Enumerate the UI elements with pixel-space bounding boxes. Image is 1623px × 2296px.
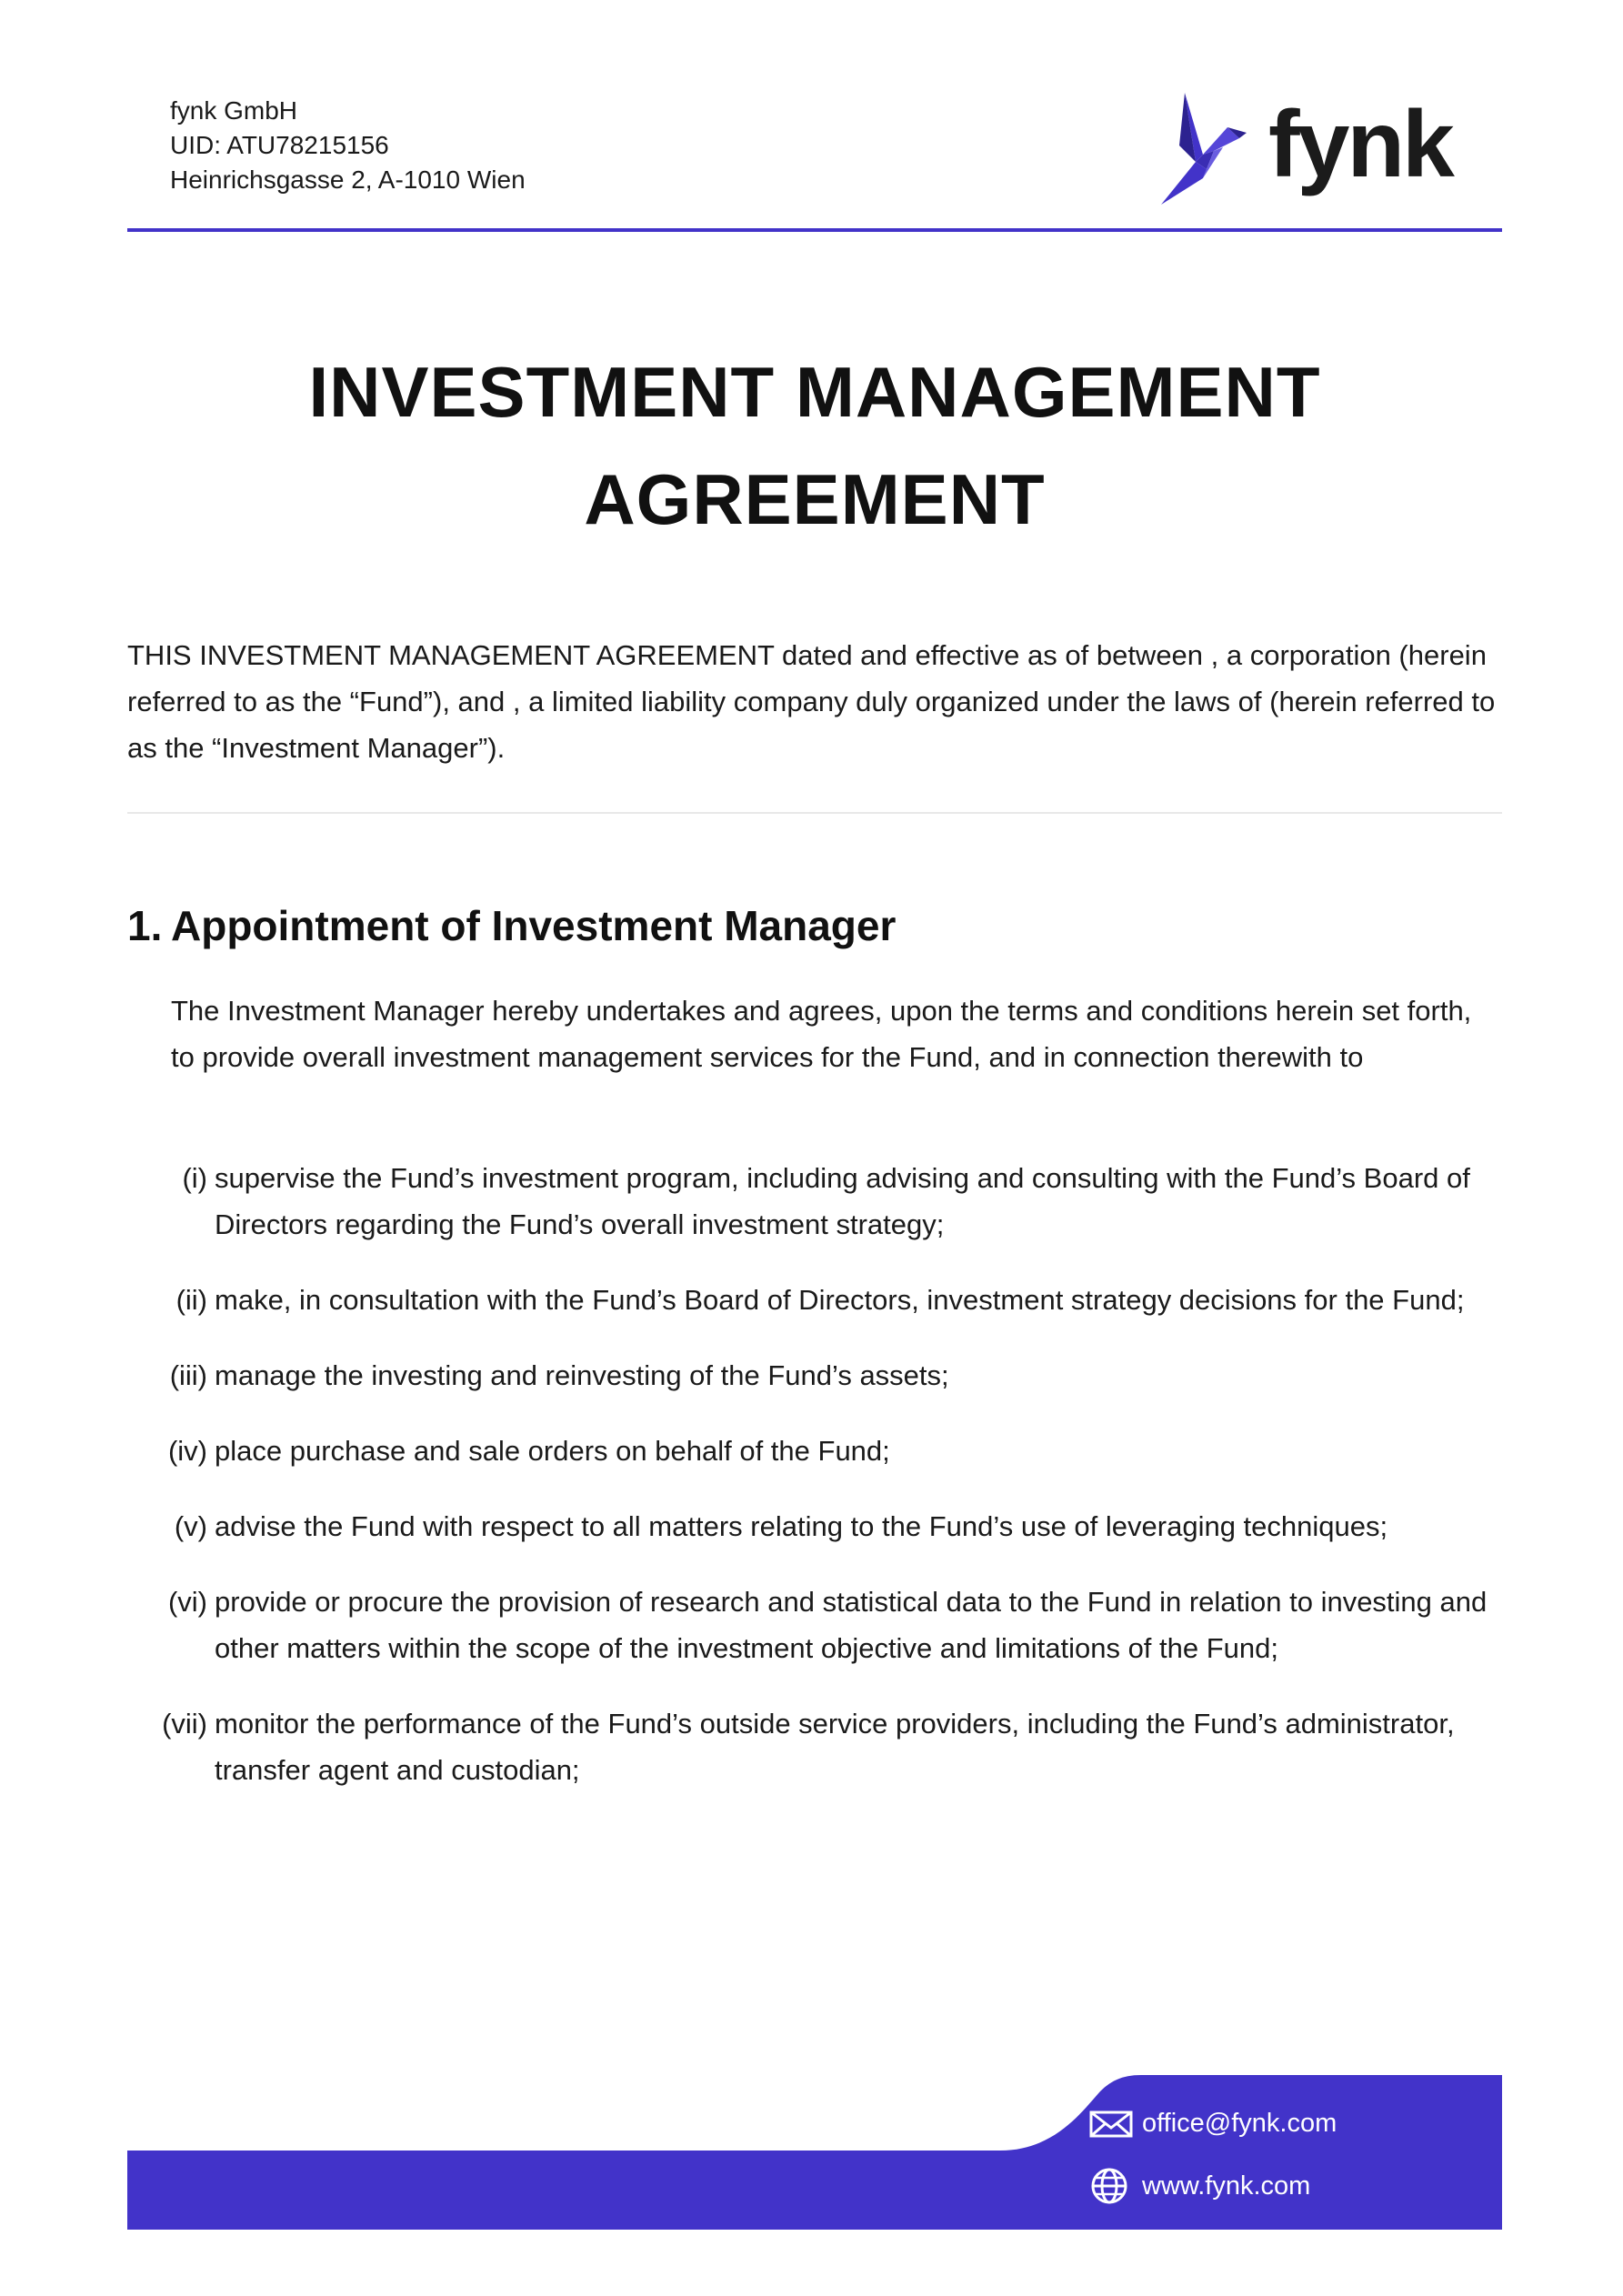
clause-item	[127, 1277, 1509, 1323]
section-body: The Investment Manager hereby undertakes and agrees, upon the terms and conditions herein set forth, to provide overall investment management services for the Fund, and in connection therewith to	[171, 995, 1472, 1073]
footer-email-row[interactable]	[1089, 2105, 1337, 2141]
clause-number: (vii)	[162, 1708, 207, 1740]
section-heading	[127, 894, 1502, 958]
title-line-2: AGREEMENT	[584, 459, 1046, 539]
footer-website[interactable]: www.fynk.com	[1142, 2171, 1311, 2201]
clause-item	[127, 1428, 1509, 1474]
section-title: Appointment of Investment Manager	[171, 902, 897, 949]
footer-web-row[interactable]	[1089, 2168, 1310, 2204]
document-title	[127, 338, 1502, 553]
footer-tab	[946, 2075, 1502, 2230]
clause-item	[127, 1503, 1509, 1549]
clause-text: make, in consultation with the Fund’s Board of Directors, investment strategy decisions for the Fund;	[215, 1284, 1465, 1316]
clause-text: advise the Fund with respect to all matters relating to the Fund’s use of leveraging techniques;	[215, 1510, 1388, 1542]
company-address: Heinrichsgasse 2, A-1010 Wien	[170, 165, 526, 194]
footer-email[interactable]: office@fynk.com	[1142, 2109, 1337, 2138]
globe-icon	[1089, 2168, 1133, 2204]
section-divider	[127, 812, 1502, 814]
clause-number: (vi)	[167, 1586, 207, 1618]
section-number: 1.	[127, 902, 163, 949]
fynk-logo	[1159, 91, 1450, 209]
bird-logo-icon	[1159, 91, 1259, 205]
footer	[127, 2075, 1502, 2230]
logo-wordmark: fynk	[1268, 92, 1452, 197]
clause-item	[127, 1352, 1509, 1399]
clause-text: provide or procure the provision of research and statistical data to the Fund in relation to investing and other matters within the scope of the investment objective and limitations of the Fund;	[215, 1586, 1488, 1664]
clause-item	[127, 1700, 1509, 1793]
company-name: fynk GmbH	[170, 96, 298, 125]
clause-text: supervise the Fund’s investment program, including advising and consulting with the Fund’s Board of Directors regarding the Fund’s overall investment strategy;	[215, 1162, 1470, 1240]
clause-number: (iv)	[167, 1435, 207, 1467]
clause-number: (ii)	[175, 1284, 207, 1316]
header-divider	[127, 228, 1502, 232]
clause-number: (iii)	[169, 1359, 207, 1391]
clause-text: place purchase and sale orders on behalf of the Fund;	[215, 1435, 890, 1467]
mail-icon	[1089, 2105, 1133, 2141]
clause-item	[127, 1579, 1509, 1671]
company-uid: UID: ATU78215156	[170, 131, 389, 159]
company-info	[170, 94, 526, 197]
title-line-1: INVESTMENT MANAGEMENT	[308, 352, 1321, 432]
clause-item	[127, 1155, 1509, 1248]
clause-number: (i)	[182, 1162, 207, 1194]
clause-number: (v)	[174, 1510, 207, 1542]
intro-paragraph: THIS INVESTMENT MANAGEMENT AGREEMENT dated and effective as of between , a corporation (herein referred to as the “Fund”), and , a limited liability company duly organized under the laws of (herein referred to as the “Investment Manager”).	[127, 639, 1496, 764]
clause-text: monitor the performance of the Fund’s outside service providers, including the Fund’s administrator, transfer agent and custodian;	[215, 1708, 1455, 1786]
clause-list	[127, 1155, 1509, 1822]
clause-text: manage the investing and reinvesting of the Fund’s assets;	[215, 1359, 949, 1391]
